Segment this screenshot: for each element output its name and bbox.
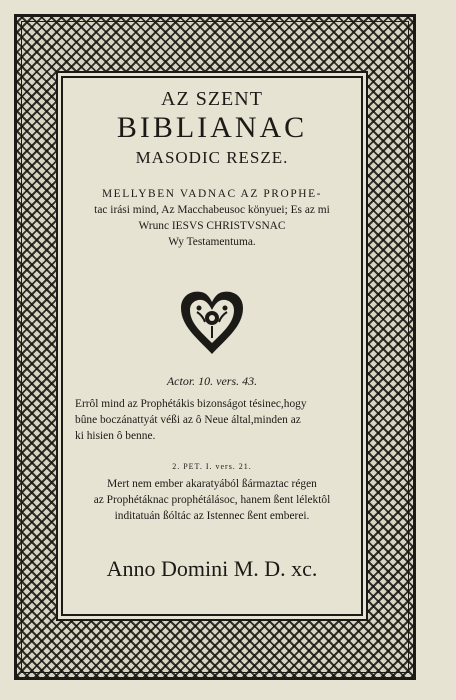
verse-1-line-3: ki hisien ô benne. xyxy=(75,430,156,442)
subtitle-line-1: MELLYBEN VADNAC AZ PROPHE- xyxy=(101,188,323,200)
title-line-1: AZ SZENT xyxy=(161,88,263,110)
verse-2-line-3: inditatuán ßóltác az Istennec ßent emberei. xyxy=(114,510,310,522)
verse-2-line-1: Mert nem ember akaratyából ßármaztac régen xyxy=(107,478,317,490)
text-panel xyxy=(61,76,363,616)
subtitle-line-4: Wy Testamentuma. xyxy=(168,236,256,248)
verse-2-line-2: az Prophétáknac prophétálásoc, hanem ßent lélektôl xyxy=(93,494,331,506)
title-line-2: BIBLIANAC xyxy=(116,111,308,144)
subtitle-line-2: tac irási mind, Az Macchabeusoc könyuei; Es az mi xyxy=(94,204,330,216)
subtitle-line-3: Wrunc IESVS CHRISTVSNAC xyxy=(138,220,286,232)
verse-1-line-1: Errôl mind az Prophétákis bizonságot tésinec,hogy xyxy=(75,398,307,410)
verse-1-reference: Actor. 10. vers. 43. xyxy=(166,374,258,388)
imprint-date: Anno Domini M. D. xc. xyxy=(106,556,318,581)
verse-2-reference: 2. PET. I. vers. 21. xyxy=(172,462,252,471)
title-line-3: MASODIC RESZE. xyxy=(135,148,289,167)
heart-ornament-icon xyxy=(177,288,247,358)
verse-1-line-2: bûne boczánattyát véßi az ô Neue által,minden az xyxy=(75,414,301,426)
